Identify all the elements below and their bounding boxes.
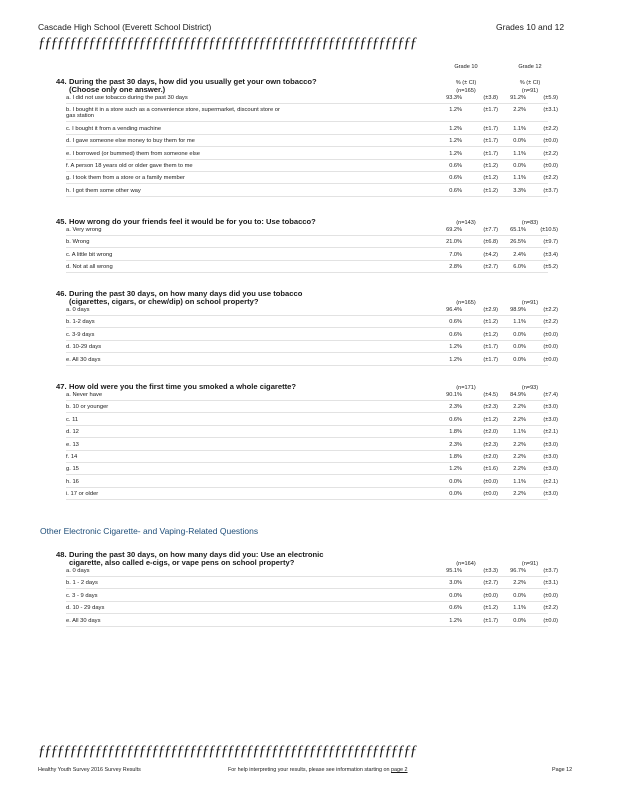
- grade-10-ci: (±2.0): [483, 454, 498, 460]
- grade-10-percent: 7.0%: [449, 251, 462, 258]
- row-divider: [66, 450, 548, 451]
- option-label-line: b. Wrong: [66, 239, 90, 246]
- option-label-line: i. 17 or older: [66, 491, 99, 498]
- question-number: 48.: [56, 550, 67, 559]
- option-label: [66, 404, 108, 410]
- school-name: Cascade High School (Everett School District): [38, 22, 212, 32]
- grade-10-percent: 96.4%: [446, 307, 462, 313]
- row-divider: [66, 588, 548, 589]
- option-label-line: e. All 30 days: [66, 356, 101, 363]
- row-divider: [66, 196, 548, 197]
- grade-10-ci: (±2.9): [483, 307, 498, 313]
- footer-page-number: Page 12: [552, 767, 573, 773]
- grade-10-percent: 1.2%: [449, 107, 462, 114]
- grade-12-percent: 1.1%: [513, 125, 526, 132]
- grade-10-ci: (±3.3): [483, 568, 498, 574]
- option-label-line: d. 10-29 days: [66, 344, 102, 351]
- grade-12-percent: 2.2%: [513, 404, 526, 411]
- grade-12-percent: 0.0%: [513, 138, 526, 145]
- grade-12-percent: 1.1%: [513, 319, 526, 326]
- grade-12-ci: (±2.1): [543, 478, 558, 485]
- grade-12-ci: (±0.0): [543, 617, 558, 624]
- question-45: [56, 218, 316, 226]
- question-text-line: During the past 30 days, on how many days did you use tobacco: [69, 289, 303, 298]
- option-label: [66, 188, 141, 194]
- option-label: [66, 618, 100, 624]
- question-number: 46.: [56, 289, 67, 298]
- option-label-line: g. I took them from a store or a family member: [66, 175, 185, 182]
- grade-12-header: Grade 12: [518, 64, 542, 70]
- option-label: [66, 605, 104, 611]
- option-label: [66, 479, 79, 485]
- grade-12-percent: 2.2%: [513, 466, 526, 473]
- grade-12-ci: (±5.2): [543, 264, 558, 271]
- question-text-line: (cigarettes, cigars, or chew/dip) on school property?: [69, 297, 259, 306]
- row-divider: [66, 260, 548, 261]
- grade-12-ci: (±3.0): [543, 454, 558, 460]
- grade-12-percent: 2.4%: [513, 251, 526, 258]
- row-divider: [66, 171, 548, 172]
- option-label: [66, 392, 102, 398]
- grade-10-n: (n=164): [456, 561, 476, 567]
- option-label: [66, 264, 113, 270]
- grade-12-percent: 96.7%: [510, 568, 526, 574]
- grade-10-ci: (±1.6): [483, 466, 498, 473]
- grade-12-ci: (±0.0): [543, 356, 558, 363]
- grade-12-percent: 0.0%: [513, 344, 526, 351]
- option-label-line: e. All 30 days: [66, 617, 101, 624]
- grade-10-ci: (±1.7): [483, 138, 498, 145]
- grade-12-percent: 1.1%: [513, 429, 526, 436]
- row-divider: [66, 247, 548, 248]
- grade-12-percent: 98.9%: [510, 307, 526, 313]
- grade-10-percent: 0.6%: [449, 163, 462, 169]
- grade-10-ci: (±1.7): [483, 617, 498, 624]
- question-text-line: During the past 30 days, how did you usually get your own tobacco?: [69, 77, 317, 86]
- grade-10-header: Grade 10: [454, 64, 478, 70]
- option-label-line: b. 1-2 days: [66, 319, 95, 326]
- grade-10-percent: 95.1%: [446, 568, 462, 574]
- option-label: [66, 466, 79, 472]
- row-divider: [66, 183, 548, 184]
- row-divider: [66, 315, 548, 316]
- grade-12-ci: (±0.0): [543, 138, 558, 145]
- grade-12-percent: 65.1%: [510, 227, 526, 233]
- option-label: [66, 307, 90, 313]
- grade-12-ci: (±7.4): [543, 392, 558, 398]
- option-label-line: c. 11: [66, 416, 79, 423]
- grade-12-ci: (±3.0): [543, 404, 558, 411]
- question-48: [56, 551, 323, 567]
- row-divider: [66, 576, 548, 577]
- grade-10-percent: 21.0%: [446, 239, 462, 246]
- option-label-line: c. I bought it from a vending machine: [66, 125, 162, 132]
- grade-10-percent: 1.2%: [449, 138, 462, 145]
- grade-10-percent: 0.6%: [449, 319, 462, 326]
- option-label-line: a. 0 days: [66, 307, 90, 313]
- question-number: 47.: [56, 382, 67, 391]
- footer-survey-name: Healthy Youth Survey 2016 Survey Results: [38, 767, 141, 773]
- option-label: [66, 491, 98, 497]
- grade-10-ci: (±0.0): [483, 491, 498, 498]
- grade-10-ci: (±1.2): [483, 605, 498, 612]
- question-text-line: How wrong do your friends feel it would be for you to: Use tobacco?: [69, 217, 316, 226]
- grade-12-ci: (±3.4): [543, 251, 558, 258]
- grade-12-ci: (±10.5): [540, 227, 558, 233]
- grade-12-percent: 1.1%: [513, 150, 526, 157]
- grade-12-percent: 2.2%: [513, 580, 526, 587]
- grade-12-ci: (±9.7): [543, 239, 558, 246]
- option-label: [66, 175, 185, 181]
- row-divider: [66, 365, 548, 366]
- option-label: [66, 417, 78, 423]
- option-label: [66, 429, 79, 435]
- grade-12-ci: (±3.0): [543, 491, 558, 498]
- grade-10-percent: 2.8%: [449, 264, 462, 271]
- grade-10-percent: 0.6%: [449, 416, 462, 423]
- grade-12-ci: (±3.7): [543, 187, 558, 194]
- question-text-line: cigarette, also called e-cigs, or vape pens on school property?: [69, 558, 295, 567]
- grade-12-ci: (±2.2): [543, 605, 558, 612]
- row-divider: [66, 340, 548, 341]
- grade-10-ci: (±1.2): [483, 416, 498, 423]
- grade-10-percent: 1.2%: [449, 125, 462, 132]
- grade-10-percent: 0.6%: [449, 331, 462, 338]
- grade-10-percent: 1.2%: [449, 344, 462, 351]
- option-label: [66, 332, 94, 338]
- row-divider: [66, 146, 548, 147]
- option-label-line: g. 15: [66, 466, 79, 473]
- section-title: Other Electronic Cigarette- and Vaping-Related Questions: [40, 526, 259, 536]
- grade-10-ci: (±7.7): [483, 227, 498, 233]
- option-label: [66, 568, 90, 574]
- grade-10-percent: 0.6%: [449, 605, 462, 612]
- row-divider: [66, 235, 548, 236]
- grade-12-ci: (±5.9): [543, 95, 558, 101]
- row-divider: [66, 499, 548, 500]
- option-label-line: h. 16: [66, 478, 79, 485]
- option-label: [66, 344, 101, 350]
- option-label: [66, 319, 95, 325]
- grade-12-percent: 0.0%: [513, 163, 526, 169]
- grade-12-percent: 1.1%: [513, 478, 526, 485]
- option-label-line: b. 10 or younger: [66, 404, 109, 411]
- grade-10-ci: (±1.2): [483, 331, 498, 338]
- option-label: [66, 239, 89, 245]
- grade-12-ci: (±0.0): [543, 331, 558, 338]
- question-number: 44.: [56, 77, 67, 86]
- grade-12-percent: 2.2%: [513, 441, 526, 448]
- grade-12-percent: 2.2%: [513, 454, 526, 460]
- option-label-line: gas station: [66, 113, 95, 120]
- question-text-line: During the past 30 days, on how many days did you: Use an electronic: [69, 550, 324, 559]
- grade-12-ci: (±2.1): [543, 429, 558, 436]
- grade-10-ci: (±0.0): [483, 592, 498, 599]
- footer-help-text: [228, 767, 408, 773]
- grade-10-percent: 1.2%: [449, 466, 462, 473]
- footer-page-link[interactable]: page 2: [391, 767, 408, 773]
- grade-12-percent: 0.0%: [513, 617, 526, 624]
- grade-10-n: (n=165): [456, 300, 476, 306]
- row-divider: [66, 601, 548, 602]
- grade-12-ci: (±3.0): [543, 416, 558, 423]
- row-divider: [66, 134, 548, 135]
- option-label-line: b. 1 - 2 days: [66, 580, 98, 587]
- grade-12-percent: 6.0%: [513, 264, 526, 271]
- row-divider: [66, 272, 548, 273]
- row-divider: [66, 437, 548, 438]
- option-label: [66, 95, 188, 101]
- grade-10-ci: (±1.2): [483, 319, 498, 326]
- grade-12-ci: (±3.1): [543, 580, 558, 587]
- question-44: [56, 78, 317, 94]
- row-divider: [66, 121, 548, 122]
- question-line: [56, 382, 296, 391]
- option-label: [66, 454, 77, 460]
- question-46: [56, 290, 302, 306]
- grade-10-n: (n=143): [456, 220, 476, 226]
- grade-12-percent: 2.2%: [513, 107, 526, 114]
- option-label-line: d. 10 - 29 days: [66, 605, 105, 612]
- grade-12-percent: 91.2%: [510, 95, 526, 101]
- grade-10-ci: (±2.3): [483, 404, 498, 411]
- option-label: [66, 357, 100, 363]
- grade-12-ci: (±0.0): [543, 592, 558, 599]
- grade-12-percent: 84.9%: [510, 392, 526, 398]
- question-number: 45.: [56, 217, 67, 226]
- option-label: [66, 138, 195, 144]
- footer-help-label: For help interpreting your results, please see information starting on: [228, 767, 390, 773]
- question-47: [56, 383, 296, 391]
- option-label: [66, 252, 112, 258]
- grade-10-percent: 0.0%: [449, 592, 462, 599]
- grade-10-ci: (±1.7): [483, 150, 498, 157]
- grade-10-ci: (±1.7): [483, 344, 498, 351]
- option-label-line: b. I bought it in a store such as a convenience store, supermarket, discount store or: [66, 107, 280, 114]
- row-divider: [66, 626, 548, 627]
- grade-12-ci: (±3.0): [543, 466, 558, 473]
- option-label-line: d. 12: [66, 429, 79, 436]
- grade-10-ci: (±1.2): [483, 175, 498, 182]
- grade-10-percent: 1.8%: [449, 429, 462, 436]
- grade-10-ci: (±0.0): [483, 478, 498, 485]
- grade-10-ci: (±1.7): [483, 107, 498, 114]
- option-label-line: c. A little bit wrong: [66, 251, 113, 258]
- option-label-line: d. Not at all wrong: [66, 264, 113, 271]
- question-text-line: How old were you the first time you smoked a whole cigarette?: [69, 382, 297, 391]
- grade-10-ci: (±3.8): [483, 95, 498, 101]
- grade-12-percent: 3.3%: [513, 187, 526, 194]
- row-divider: [66, 103, 548, 104]
- grade-12-n: (n=83): [521, 220, 539, 226]
- option-label: [66, 580, 98, 586]
- grade-10-ci: (±4.5): [483, 392, 498, 398]
- footer-rule: ƒƒƒƒƒƒƒƒƒƒƒƒƒƒƒƒƒƒƒƒƒƒƒƒƒƒƒƒƒƒƒƒƒƒƒƒƒƒƒƒƒƒƒƒƒƒƒƒƒƒƒƒƒƒƒƒƒƒƒƒ: [38, 743, 417, 759]
- grade-10-percent: 1.2%: [449, 356, 462, 363]
- grade-12-unit: % (± CI): [519, 80, 541, 86]
- option-label: [66, 227, 101, 233]
- grade-10-percent: 0.0%: [449, 478, 462, 485]
- grade-10-ci: (±2.0): [483, 429, 498, 436]
- row-divider: [66, 462, 548, 463]
- option-label-line: a. Very wrong: [66, 227, 102, 233]
- row-divider: [66, 352, 548, 353]
- grade-12-percent: 1.1%: [513, 175, 526, 182]
- grade-10-percent: 90.1%: [446, 392, 462, 398]
- grade-12-ci: (±3.7): [543, 568, 558, 574]
- grade-10-ci: (±1.7): [483, 125, 498, 132]
- grade-12-ci: (±2.2): [543, 319, 558, 326]
- row-divider: [66, 613, 548, 614]
- grade-10-percent: 1.2%: [449, 617, 462, 624]
- grade-12-ci: (±2.2): [543, 175, 558, 182]
- grade-10-percent: 2.3%: [449, 441, 462, 448]
- option-label: [66, 107, 280, 119]
- grade-10-percent: 69.2%: [446, 227, 462, 233]
- option-label-line: h. I got them some other way: [66, 187, 141, 194]
- option-label-line: a. Never have: [66, 392, 103, 398]
- grade-12-n: (n=93): [521, 385, 539, 391]
- grade-12-percent: 2.2%: [513, 416, 526, 423]
- row-divider: [66, 412, 548, 413]
- grade-10-n: (n=165): [456, 88, 476, 94]
- question-line: [56, 217, 316, 226]
- grade-12-n: (n=91): [521, 88, 539, 94]
- grade-12-percent: 26.5%: [510, 239, 526, 246]
- header-rule: ƒƒƒƒƒƒƒƒƒƒƒƒƒƒƒƒƒƒƒƒƒƒƒƒƒƒƒƒƒƒƒƒƒƒƒƒƒƒƒƒƒƒƒƒƒƒƒƒƒƒƒƒƒƒƒƒƒƒƒƒ: [38, 35, 417, 51]
- grade-12-percent: 0.0%: [513, 356, 526, 363]
- option-label: [66, 151, 200, 157]
- grade-10-percent: 0.6%: [449, 187, 462, 194]
- grade-10-ci: (±2.3): [483, 441, 498, 448]
- option-label-line: c. 3 - 9 days: [66, 592, 98, 599]
- grade-12-n: (n=91): [521, 561, 539, 567]
- grade-12-percent: 0.0%: [513, 331, 526, 338]
- grade-12-ci: (±0.0): [543, 344, 558, 351]
- grade-12-percent: 1.1%: [513, 605, 526, 612]
- grade-10-percent: 2.3%: [449, 404, 462, 411]
- row-divider: [66, 474, 548, 475]
- row-divider: [66, 487, 548, 488]
- grade-10-ci: (±2.7): [483, 580, 498, 587]
- grade-10-ci: (±6.8): [483, 239, 498, 246]
- option-label: [66, 126, 161, 132]
- option-label-line: a. I did not use tobacco during the past 30 days: [66, 95, 188, 101]
- grade-10-n: (n=171): [456, 385, 476, 391]
- option-label: [66, 442, 79, 448]
- grade-12-percent: 0.0%: [513, 592, 526, 599]
- grade-10-ci: (±1.2): [483, 187, 498, 194]
- option-label-line: e. 13: [66, 441, 79, 448]
- grade-10-ci: (±1.2): [483, 163, 498, 169]
- option-label: [66, 163, 193, 169]
- row-divider: [66, 425, 548, 426]
- grade-10-ci: (±2.7): [483, 264, 498, 271]
- grade-12-percent: 2.2%: [513, 491, 526, 498]
- grade-12-ci: (±0.0): [543, 163, 558, 169]
- option-label-line: e. I borrowed (or bummed) them from someone else: [66, 150, 201, 157]
- option-label-line: f. 14: [66, 454, 78, 460]
- grade-10-percent: 1.2%: [449, 150, 462, 157]
- grade-10-percent: 3.0%: [449, 580, 462, 587]
- question-text-line: (Choose only one answer.): [69, 85, 166, 94]
- option-label-line: d. I gave someone else money to buy them for me: [66, 138, 195, 145]
- option-label: [66, 593, 98, 599]
- option-label-line: a. 0 days: [66, 568, 90, 574]
- grade-12-ci: (±2.2): [543, 150, 558, 157]
- grades-label: Grades 10 and 12: [496, 22, 565, 32]
- row-divider: [66, 400, 548, 401]
- grade-10-percent: 0.6%: [449, 175, 462, 182]
- grade-10-ci: (±1.7): [483, 356, 498, 363]
- grade-10-percent: 93.3%: [446, 95, 462, 101]
- option-label-line: c. 3-9 days: [66, 331, 95, 338]
- option-label-line: f. A person 18 years old or older gave them to me: [66, 163, 193, 169]
- grade-12-ci: (±2.2): [543, 125, 558, 132]
- grade-10-percent: 0.0%: [449, 491, 462, 498]
- row-divider: [66, 327, 548, 328]
- grade-12-ci: (±2.2): [543, 307, 558, 313]
- grade-10-unit: % (± CI): [455, 80, 477, 86]
- grade-10-ci: (±4.2): [483, 251, 498, 258]
- grade-12-ci: (±3.1): [543, 107, 558, 114]
- row-divider: [66, 159, 548, 160]
- grade-12-ci: (±3.0): [543, 441, 558, 448]
- grade-12-n: (n=91): [521, 300, 539, 306]
- grade-10-percent: 1.8%: [449, 454, 462, 460]
